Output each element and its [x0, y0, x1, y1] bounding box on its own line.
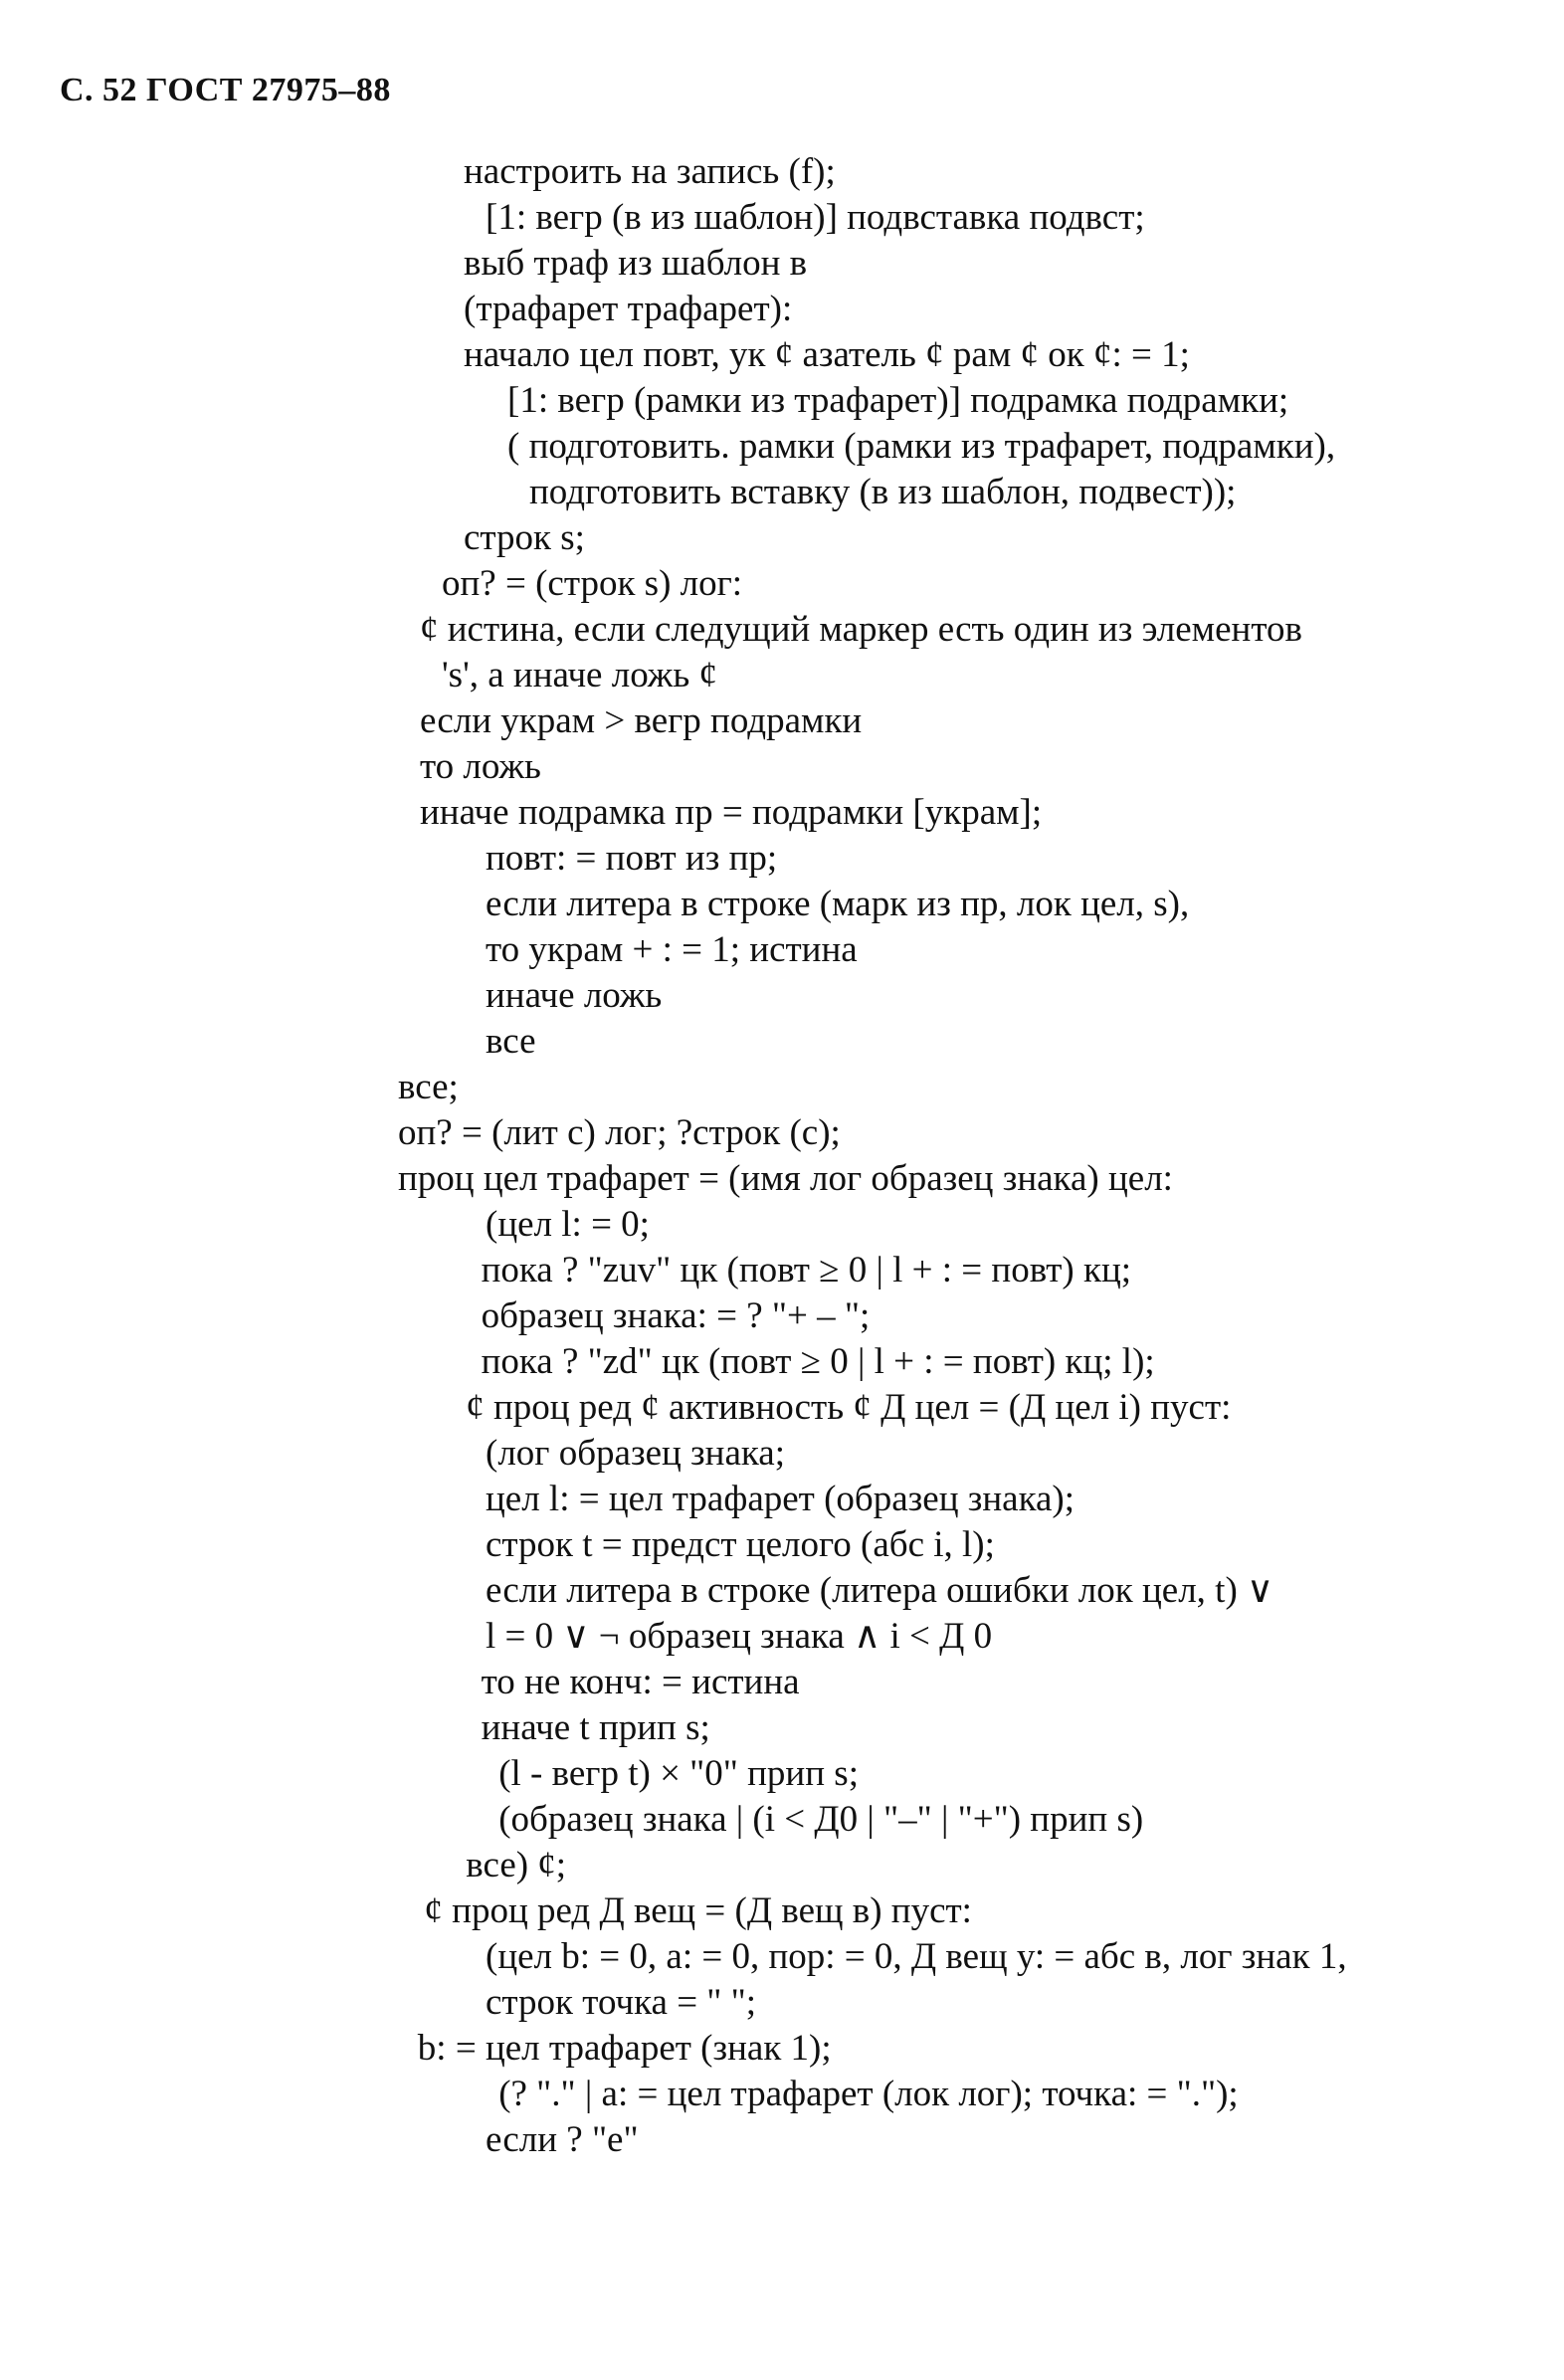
code-line: если литера в строке (марк из пр, лок цел, s),	[486, 884, 1190, 924]
code-line: повт: = повт из пр;	[486, 838, 778, 879]
code-line: проц цел трафарет = (имя лог образец знака) цел:	[398, 1158, 1173, 1199]
page-header: С. 52 ГОСТ 27975–88	[60, 72, 391, 108]
code-line: иначе ложь	[486, 975, 663, 1016]
code-line: строк s;	[464, 517, 585, 558]
code-line: (цел l: = 0;	[486, 1204, 650, 1245]
code-line: b: = цел трафарет (знак 1);	[417, 2028, 832, 2069]
code-line: пока ? "zd" цк (повт ≥ 0 | l + : = повт) кц; l);	[481, 1341, 1155, 1382]
code-line: 's', а иначе ложь ¢	[442, 655, 717, 695]
code-line: образец знака: = ? "+ – ";	[481, 1295, 871, 1336]
code-line: все;	[398, 1067, 459, 1107]
code-line: то не конч: = истина	[481, 1662, 800, 1702]
code-line: пока ? "zuv" цк (повт ≥ 0 | l + : = повт) кц;	[481, 1250, 1132, 1290]
code-line: ¢ проц ред Д вещ = (Д вещ в) пуст:	[424, 1890, 972, 1931]
code-line: оп? = (строк s) лог:	[442, 563, 743, 604]
code-line: выб траф из шаблон в	[464, 243, 808, 284]
code-line: строк t = предст целого (абс i, l);	[486, 1524, 995, 1565]
code-line: (образец знака | (i < Д0 | "–" | "+") прип s)	[498, 1799, 1144, 1840]
code-line: все) ¢;	[466, 1845, 567, 1885]
code-line: l = 0 ∨ ¬ образец знака ∧ i < Д 0	[486, 1616, 993, 1657]
code-line: настроить на запись (f);	[464, 151, 836, 192]
code-line: ( подготовить. рамки (рамки из трафарет, подрамки),	[507, 426, 1336, 467]
code-line: то ложь	[420, 746, 541, 787]
code-line: иначе t прип s;	[481, 1707, 710, 1748]
code-line: строк точка = " ";	[486, 1982, 757, 2023]
code-line: цел l: = цел трафарет (образец знака);	[486, 1479, 1075, 1519]
code-line: (? "." | a: = цел трафарет (лок лог); точка: = ".");	[498, 2074, 1239, 2114]
code-line: [1: вегр (в из шаблон)] подвставка подвст;	[486, 197, 1145, 238]
code-line: подготовить вставку (в из шаблон, подвест));	[529, 472, 1237, 512]
code-line: ¢ истина, если следущий маркер есть один из элементов	[420, 609, 1302, 650]
code-line: если украм > вегр подрамки	[420, 700, 863, 741]
code-line: начало цел повт, ук ¢ азатель ¢ рам ¢ ок ¢: = 1;	[464, 334, 1190, 375]
code-line: если ? "е"	[486, 2119, 639, 2160]
code-line: оп? = (лит с) лог; ?строк (с);	[398, 1112, 841, 1153]
code-line: ¢ проц ред ¢ активность ¢ Д цел = (Д цел i) пуст:	[466, 1387, 1232, 1428]
code-line: [1: вегр (рамки из трафарет)] подрамка подрамки;	[507, 380, 1289, 421]
code-line: то украм + : = 1; истина	[486, 929, 858, 970]
code-line: иначе подрамка пр = подрамки [украм];	[420, 792, 1043, 833]
code-line: если литера в строке (литера ошибки лок цел, t) ∨	[486, 1570, 1274, 1611]
code-line: (лог образец знака;	[486, 1433, 786, 1474]
code-line: (l - вегр t) × "0" прип s;	[498, 1753, 859, 1794]
code-line: (трафарет трафарет):	[464, 289, 793, 329]
code-line: все	[486, 1021, 536, 1062]
code-line: (цел b: = 0, а: = 0, пор: = 0, Д вещ у: = абс в, лог знак 1,	[486, 1936, 1347, 1977]
